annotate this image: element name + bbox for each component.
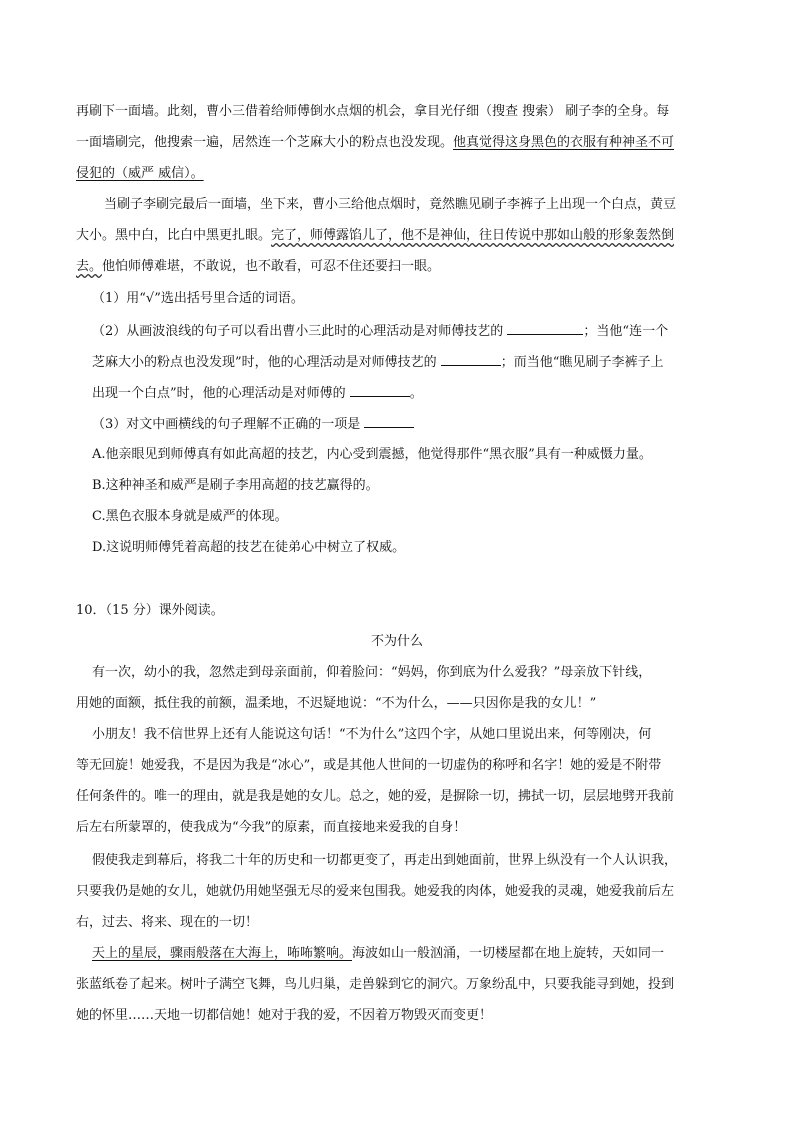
text: 他怕师傅难堪，不敢说，也不敢看，可忍不住还要扫一眼。 (102, 259, 441, 274)
reading-line (92, 946, 664, 962)
text: 任何条件的。唯一的理由，就是我是她的女儿。总之，她的爱，是摒除一切，拂拭一切，层层地劈开我前 (76, 789, 675, 804)
text: （1）用“√”选出括号里合适的词语。 (92, 291, 304, 306)
answer-blank[interactable] (364, 415, 414, 428)
text: 10．（15 分）课外阅读。 (76, 603, 224, 618)
question-3 (92, 415, 414, 433)
text: 海波如山一般汹涌，一切楼屋都在地上旋转，天如同一 (352, 946, 665, 961)
text: （3）对文中画横线的句子理解不正确的一项是 (92, 417, 361, 432)
underlined-sentence: 天上的星辰，骤雨般落在大海上，咘咘繁响。 (92, 946, 353, 961)
passage-line (76, 228, 674, 244)
text: 再刷下一面墙。此刻，曹小三借着给师傅倒水点烟的机会，拿目光仔细（搜查 搜索） 刷子李的全身。每 (76, 104, 670, 119)
text: 大小。黑中白，比白中黑更扎眼。 (76, 228, 272, 243)
reading-line (76, 915, 258, 931)
text: 等无回旋！她爱我，不是因为我是“冰心”，或是其他人世间的一切虚伪的称呼和名字！她的爱是不附带 (76, 758, 662, 773)
reading-line (76, 977, 674, 993)
question-2-line (92, 384, 423, 402)
text: 右，过去、将来、现在的一切！ (76, 915, 259, 930)
text: 用她的面额，抵住我的前额，温柔地，不迟疑地说：“不为什么，——只因你是我的女儿！” (76, 696, 597, 711)
text: （2）从画波浪线的句子可以看出曹小三此时的心理活动是对师傅技艺的 (92, 324, 504, 339)
text: D.这说明师傅凭着高超的技艺在徒弟心中树立了权威。 (92, 540, 406, 555)
text: 不为什么 (370, 634, 423, 649)
option-b (92, 478, 379, 494)
text: ；当他“连一个 (583, 324, 669, 339)
reading-line (92, 853, 677, 869)
answer-blank[interactable] (350, 384, 410, 397)
text: C.黑色衣服本身就是威严的体现。 (92, 509, 288, 524)
reading-line (92, 665, 651, 681)
option-d (92, 540, 405, 556)
wavy-sentence: 完了，师傅露馅儿了，他不是神仙，往日传说中那如山般的形象轰然倒 (271, 228, 675, 243)
text: 后左右所蒙罩的，使我成为“今我”的原素，而直接地来爱我的自身！ (76, 820, 467, 835)
text: 张蓝纸卷了起来。树叶子满空飞舞，鸟儿归巢，走兽躲到它的洞穴。万象纷乱中，只要我能寻到她，投到 (76, 977, 675, 992)
answer-blank[interactable] (441, 353, 501, 366)
text: 她的怀里……天地一切都信她！她对于我的爱，不因着万物毁灭而变更！ (76, 1008, 493, 1023)
reading-line (76, 820, 466, 836)
text: 假使我走到幕后，将我二十年的历史和一切都更变了，再走出到她面前，世界上纵没有一个人认识我， (92, 853, 678, 868)
passage-line (76, 166, 204, 182)
passage-line (76, 104, 669, 120)
question-2-line (92, 353, 663, 371)
text: 有一次，幼小的我，忽然走到母亲面前，仰着脸问：“妈妈，你到底为什么爱我？”母亲放下针线， (92, 665, 652, 680)
question-10-header (76, 603, 224, 619)
text: 芝麻大小的粉点也没发现”时，他的心理活动是对师傅技艺的 (92, 355, 437, 370)
reading-line (76, 1008, 492, 1024)
text: 当刷子李刷完最后一面墙，坐下来，曹小三给他点烟时，竟然瞧见刷子李裤子上出现一个白点，黄豆 (104, 197, 677, 212)
reading-line (76, 696, 596, 712)
question-2-line (92, 322, 668, 340)
text: B.这种神圣和威严是刷子李用高超的技艺赢得的。 (92, 478, 379, 493)
reading-line (92, 727, 651, 743)
question-1 (92, 291, 304, 307)
text: 只要我仍是她的女儿，她就仍用她坚强无尽的爱来包围我。她爱我的肉体，她爱我的灵魂，她爱我前后左 (76, 884, 675, 899)
reading-line (76, 789, 674, 805)
passage-line (104, 197, 676, 213)
option-a (92, 447, 652, 463)
text: 小朋友！我不信世界上还有人能说这句话！“不为什么”这四个字，从她口里说出来，何等刚决，何 (92, 727, 652, 742)
text: A.他亲眼见到师傅真有如此高超的技艺，内心受到震撼，他觉得那件“黑衣服”具有一种威慑力量。 (92, 447, 652, 462)
option-c (92, 509, 288, 525)
reading-line (76, 758, 661, 774)
passage-line (76, 135, 674, 151)
wavy-sentence: 去。 (76, 259, 103, 274)
underlined-sentence: 侵犯的（威严 威信）。 (76, 166, 204, 181)
underlined-sentence: 他真觉得这身黑色的衣服有种神圣不可 (453, 135, 675, 150)
text: 出现一个白点”时，他的心理活动是对师傅的 (92, 386, 346, 401)
text: ；而当他“瞧见刷子李裤子上 (500, 355, 664, 370)
reading-line (76, 884, 674, 900)
answer-blank[interactable] (507, 322, 583, 335)
reading-title (0, 634, 794, 650)
passage-line (76, 259, 440, 275)
text: 。 (409, 386, 423, 401)
text: 一面墙刷完，他搜索一遍，居然连一个芝麻大小的粉点也没发现。 (76, 135, 454, 150)
